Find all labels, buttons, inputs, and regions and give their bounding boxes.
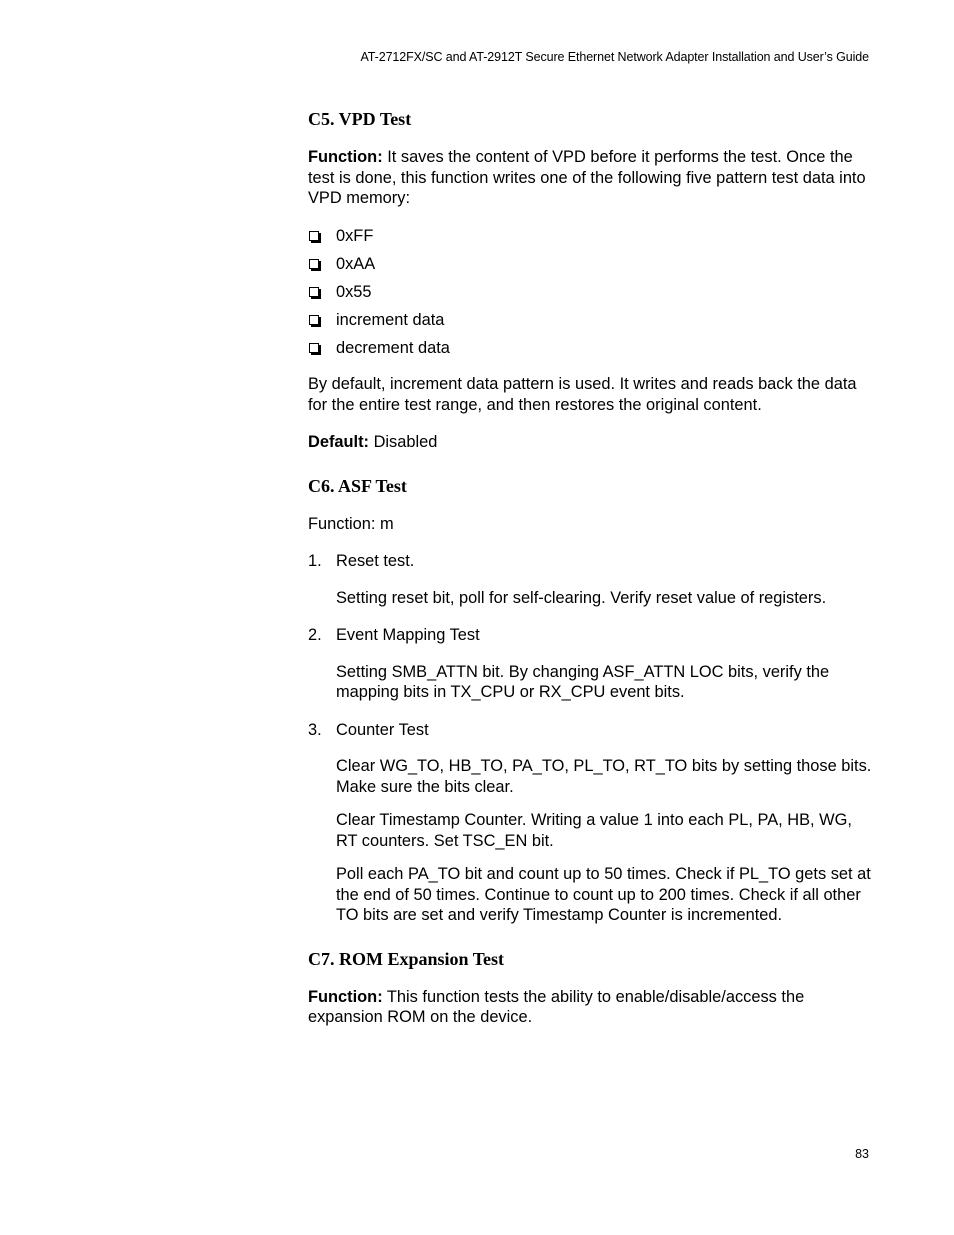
c5-default bbox=[308, 432, 873, 453]
step-detail: Poll each PA_TO bit and count up to 50 times. Check if PL_TO gets set at the end of 50 times. Continue to count up to 200 times. Check if all other TO bits are set and verify Timestamp Counter is incremented. bbox=[336, 865, 871, 924]
function-label: Function: bbox=[308, 987, 383, 1006]
step-detail: Clear Timestamp Counter. Writing a value 1 into each PL, PA, HB, WG, RT counters. Set TSC_EN bit. bbox=[336, 811, 852, 850]
step-number: 3. bbox=[308, 720, 322, 739]
default-value: Disabled bbox=[369, 433, 438, 451]
step-title: Counter Test bbox=[336, 720, 429, 739]
step-detail: Clear WG_TO, HB_TO, PA_TO, PL_TO, RT_TO bits by setting those bits. Make sure the bits clear. bbox=[336, 757, 872, 796]
section-heading-c7: C7. ROM Expansion Test bbox=[308, 948, 505, 969]
step-title: Event Mapping Test bbox=[336, 626, 480, 644]
list-item: increment data bbox=[308, 310, 873, 331]
checkbox-bullet-icon bbox=[309, 287, 319, 297]
section-heading-c5: C5. VPD Test bbox=[308, 109, 412, 129]
step-number: 2. bbox=[308, 626, 322, 644]
section-heading-c6: C6. ASF Test bbox=[308, 475, 407, 496]
page-content bbox=[308, 108, 873, 1045]
function-label: Function: bbox=[308, 148, 383, 166]
checkbox-bullet-icon bbox=[309, 343, 319, 353]
step-item-2 bbox=[308, 625, 873, 646]
c5-note: By default, increment data pattern is used. It writes and reads back the data for the entire test range, and then restores the original content. bbox=[308, 375, 857, 414]
c5-function-paragraph bbox=[308, 147, 873, 209]
checkbox-bullet-icon bbox=[309, 315, 319, 325]
checkbox-bullet-icon bbox=[309, 259, 319, 269]
step-item-3 bbox=[308, 720, 873, 741]
list-item: decrement data bbox=[308, 338, 873, 359]
c6-function-line: Function: m bbox=[308, 514, 394, 533]
step-item-1 bbox=[308, 551, 873, 572]
function-text: It saves the content of VPD before it performs the test. Once the test is done, this function writes one of the following five pattern test data into VPD memory: bbox=[308, 148, 866, 207]
function-text: This function tests the ability to enable/disable/access the expansion ROM on the device. bbox=[308, 987, 805, 1026]
default-label: Default: bbox=[308, 433, 370, 451]
list-item: 0xFF bbox=[308, 226, 873, 247]
list-item: 0xAA bbox=[308, 254, 873, 275]
step-number: 1. bbox=[308, 552, 322, 570]
list-item: 0x55 bbox=[308, 282, 873, 303]
page-number: 83 bbox=[855, 1147, 869, 1161]
step-title: Reset test. bbox=[336, 552, 415, 570]
step-detail: Setting SMB_ATTN bit. By changing ASF_ATTN LOC bits, verify the mapping bits in TX_CPU or RX_CPU event bits. bbox=[336, 662, 830, 701]
c7-function-paragraph bbox=[308, 987, 873, 1028]
checkbox-bullet-icon bbox=[309, 231, 319, 241]
step-detail: Setting reset bit, poll for self-clearing. Verify reset value of registers. bbox=[336, 588, 827, 607]
running-header: AT-2712FX/SC and AT-2912T Secure Ethernet Network Adapter Installation and User’s Guide bbox=[360, 50, 869, 64]
pattern-list bbox=[308, 226, 873, 359]
